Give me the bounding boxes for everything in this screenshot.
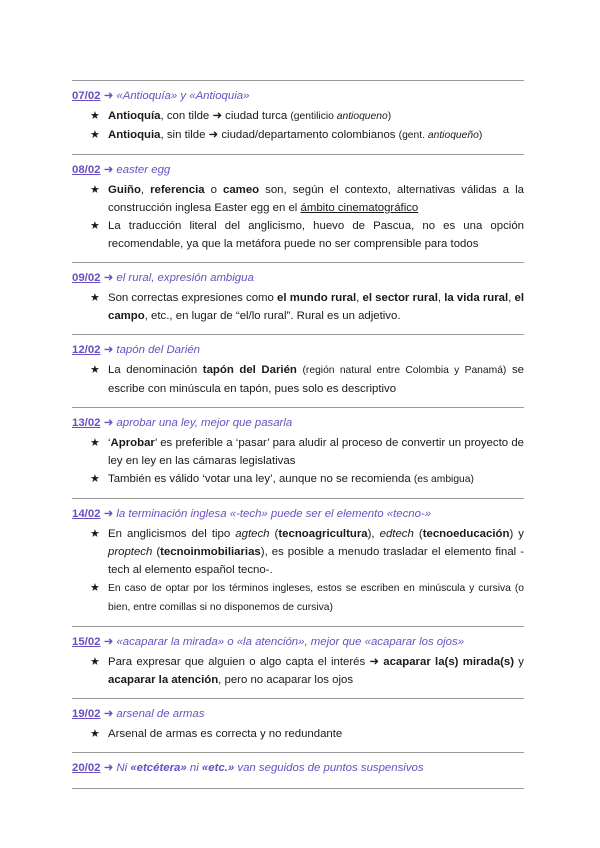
entry-date[interactable]: 20/02	[72, 762, 101, 774]
text-run: ‘	[108, 437, 111, 449]
text-run: «etcétera»	[130, 762, 187, 774]
text-run: ,	[508, 292, 515, 304]
star-icon: ★	[90, 129, 100, 141]
text-run: ,	[140, 184, 151, 196]
arrow-icon: ➜	[103, 708, 114, 720]
star-icon: ★	[90, 473, 100, 485]
arrow-icon: ➜	[103, 762, 114, 774]
entry-13-02	[72, 408, 524, 498]
text-run: , con tilde	[160, 110, 213, 122]
text-run: ,	[437, 292, 445, 304]
arrow-icon: ➜	[103, 272, 114, 284]
text-run: ni	[186, 762, 202, 774]
bullet-list	[72, 181, 524, 253]
text-run: Son correctas expresiones como	[108, 292, 278, 304]
inline-link[interactable]: ámbito cinematográfico	[300, 202, 419, 214]
text-run: cameo	[223, 184, 260, 196]
text-run: el campo	[108, 292, 524, 322]
entry-header	[72, 271, 524, 286]
entry-date[interactable]: 08/02	[72, 164, 101, 176]
text-run: (región natural entre Colombia y Panamá)	[302, 365, 507, 376]
entry-07-02	[72, 81, 524, 154]
document-page	[72, 80, 524, 789]
entry-topic: easter egg	[116, 164, 171, 176]
text-run: ➜	[369, 656, 379, 668]
star-icon: ★	[90, 582, 100, 594]
bullet-list	[72, 525, 524, 617]
entry-header	[72, 89, 524, 104]
text-run: )	[478, 130, 483, 141]
text-run: tecnoagricultura	[278, 528, 368, 540]
star-icon: ★	[90, 220, 100, 232]
arrow-icon: ➜	[103, 508, 114, 520]
entry-header	[72, 163, 524, 178]
entry-date[interactable]: 13/02	[72, 417, 101, 429]
text-run: La denominación	[108, 364, 203, 376]
list-item	[72, 361, 524, 398]
entry-topic: tapón del Darién	[116, 344, 200, 356]
text-run: tapón del Darién	[202, 364, 297, 376]
text-run: la vida rural	[444, 292, 509, 304]
text-run: Ni	[116, 762, 131, 774]
entry-date[interactable]: 19/02	[72, 708, 101, 720]
entries-list	[72, 81, 524, 789]
star-icon: ★	[90, 656, 100, 668]
arrow-icon: ➜	[103, 636, 114, 648]
entry-topic: «acaparar la mirada» o «la atención», mejor que «acaparar los ojos»	[116, 636, 465, 648]
text-run: acaparar la atención	[108, 674, 219, 686]
entry-20-02	[72, 753, 524, 788]
list-item	[72, 107, 524, 126]
entry-14-02	[72, 499, 524, 626]
text-run: (	[152, 546, 161, 558]
text-run: Para expresar que alguien o algo capta el interés	[108, 656, 370, 668]
star-icon: ★	[90, 364, 100, 376]
text-run: Guiño	[108, 184, 141, 196]
text-run: Antioquia	[108, 129, 161, 141]
text-run: edtech	[379, 528, 414, 540]
list-item	[72, 525, 524, 579]
text-run: agtech	[235, 528, 270, 540]
entry-date[interactable]: 12/02	[72, 344, 101, 356]
entry-topic: arsenal de armas	[116, 708, 205, 720]
text-run: referencia	[150, 184, 205, 196]
text-run: ➜	[208, 129, 219, 141]
list-item	[72, 289, 524, 325]
list-item	[72, 725, 524, 743]
text-run: son, según el contexto, alternativas válidas a la construcción inglesa Easter egg en el	[108, 184, 524, 214]
text-run: (	[413, 528, 423, 540]
star-icon: ★	[90, 437, 100, 449]
text-run: Antioquía	[108, 110, 161, 122]
entry-topic: «Antioquía» y «Antioquia»	[116, 90, 250, 102]
text-run: (gentilicio	[290, 111, 337, 122]
text-run: ’ es preferible a ‘pasar’ para aludir al proceso de convertir un proyecto de ley en ley en las cámaras legislativas	[108, 437, 524, 467]
entry-topic: la terminación inglesa «-tech» puede ser el elemento «tecno-»	[116, 508, 432, 520]
entry-08-02	[72, 155, 524, 262]
arrow-icon: ➜	[103, 417, 114, 429]
divider	[72, 788, 524, 789]
list-item	[72, 470, 524, 489]
text-run: , sin tilde	[160, 129, 209, 141]
entry-header	[72, 343, 524, 358]
text-run: se escribe con minúscula en tapón, pues solo es descriptivo	[108, 364, 524, 395]
list-item	[72, 653, 524, 689]
text-run: «etc.»	[201, 762, 235, 774]
entry-topic: aprobar una ley, mejor que pasarla	[116, 417, 293, 429]
star-icon: ★	[90, 292, 100, 304]
star-icon: ★	[90, 728, 100, 740]
text-run: ), es posible a menudo trasladar el elemento final -tech al elemento español tecno-.	[108, 546, 525, 576]
bullet-list	[72, 289, 524, 325]
text-run: antioqueno	[336, 111, 388, 122]
entry-09-02	[72, 263, 524, 334]
text-run: )	[387, 111, 392, 122]
text-run: antioqueño	[427, 130, 479, 141]
star-icon: ★	[90, 184, 100, 196]
text-run: Arsenal de armas es correcta y no redundante	[108, 728, 343, 740]
entry-date[interactable]: 15/02	[72, 636, 101, 648]
text-run: También es válido ‘votar una ley’, aunque no se recomienda	[108, 473, 414, 485]
text-run: (	[269, 528, 279, 540]
star-icon: ★	[90, 528, 100, 540]
text-run: Aprobar	[110, 437, 155, 449]
arrow-icon: ➜	[103, 344, 114, 356]
text-run: ciudad turca	[221, 110, 291, 122]
entry-header	[72, 416, 524, 431]
text-run: ciudad/departamento colombianos	[218, 129, 399, 141]
entry-header	[72, 507, 524, 522]
list-item	[72, 217, 524, 253]
text-run: En caso de optar por los términos ingleses, estos se escriben en minúscula y cursiva (o bien, entre comillas si no disponemos de cursiva)	[108, 583, 524, 613]
text-run: tecnoinmobiliarias	[160, 546, 261, 558]
text-run: y	[514, 656, 524, 668]
entry-topic	[116, 762, 423, 774]
entry-19-02	[72, 699, 524, 752]
bullet-list	[72, 434, 524, 489]
entry-header	[72, 707, 524, 722]
arrow-icon: ➜	[103, 90, 114, 102]
bullet-list	[72, 107, 524, 145]
entry-header	[72, 761, 524, 776]
text-run: , etc., en lugar de “el/lo rural”. Rural es un adjetivo.	[144, 310, 401, 322]
bullet-list	[72, 653, 524, 689]
entry-date[interactable]: 07/02	[72, 90, 101, 102]
text-run: En anglicismos del tipo	[108, 528, 236, 540]
text-run: ,	[356, 292, 363, 304]
entry-header	[72, 635, 524, 650]
list-item	[72, 579, 524, 617]
entry-date[interactable]: 14/02	[72, 508, 101, 520]
arrow-icon: ➜	[103, 164, 114, 176]
text-run: ) y	[509, 528, 524, 540]
entry-date[interactable]: 09/02	[72, 272, 101, 284]
list-item	[72, 126, 524, 145]
text-run: tecnoeducación	[422, 528, 510, 540]
text-run: el mundo rural	[277, 292, 357, 304]
entry-topic: el rural, expresión ambigua	[116, 272, 254, 284]
text-run: o	[204, 184, 224, 196]
text-run: van seguidos de puntos suspensivos	[234, 762, 424, 774]
text-run: ),	[367, 528, 380, 540]
bullet-list	[72, 725, 524, 743]
entry-15-02	[72, 627, 524, 698]
text-run: , pero no acaparar los ojos	[218, 674, 354, 686]
text-run: el sector rural	[362, 292, 438, 304]
list-item	[72, 434, 524, 470]
text-run: proptech	[108, 546, 153, 558]
star-icon: ★	[90, 110, 100, 122]
list-item	[72, 181, 524, 217]
entry-12-02	[72, 335, 524, 407]
text-run: ➜	[212, 110, 222, 122]
text-run: acaparar la(s) mirada(s)	[383, 656, 515, 668]
text-run: La traducción literal del anglicismo, huevo de Pascua, no es una opción recomendable, ya que la metáfora puede no ser comprensible para todos	[108, 220, 524, 250]
bullet-list	[72, 361, 524, 398]
text-run: (gent.	[398, 130, 428, 141]
text-run: (es ambigua)	[413, 474, 474, 485]
